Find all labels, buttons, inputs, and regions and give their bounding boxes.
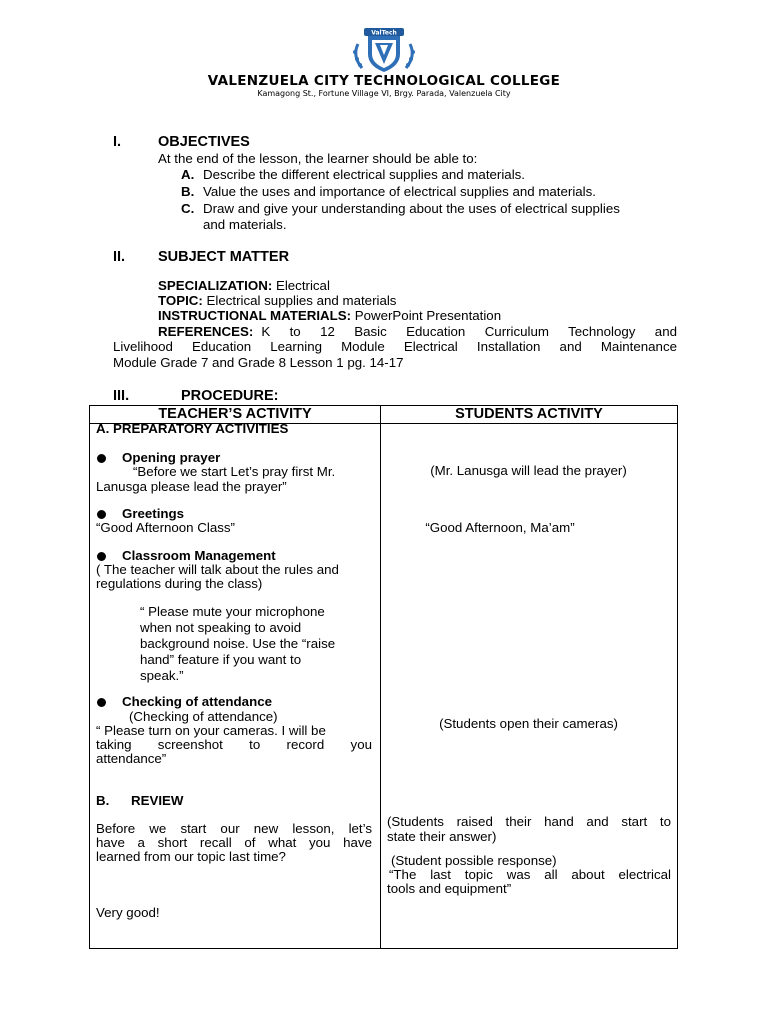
objective-text: Draw and give your understanding about the uses of electrical supplies	[203, 201, 620, 216]
materials-value: PowerPoint Presentation	[351, 308, 502, 323]
review-text: have a short recall of what you have	[96, 835, 372, 850]
bullet-icon	[97, 454, 106, 463]
very-good-text: Very good!	[96, 905, 160, 920]
teacher-activity-cell	[90, 424, 381, 949]
bullet-icon	[97, 510, 106, 519]
attendance-text: attendance”	[96, 751, 167, 766]
mute-instruction: “ Please mute your microphone	[140, 604, 325, 619]
attendance-title: Checking of attendance	[122, 694, 272, 709]
mute-instruction: speak.”	[140, 668, 184, 683]
students-activity-header: STUDENTS ACTIVITY	[455, 406, 603, 422]
objective-letter: C.	[181, 201, 195, 216]
school-address: Kamagong St., Fortune Village VI, Brgy. Parada, Valenzuela City	[257, 89, 511, 98]
objectives-number: I.	[113, 134, 122, 150]
specialization-label: SPECIALIZATION:	[158, 278, 273, 293]
references-text: Livelihood Education Learning Module Electrical Installation and Maintenance	[113, 339, 677, 354]
materials-line	[158, 308, 501, 324]
classroom-management-text: regulations during the class)	[96, 576, 263, 591]
subject-title: SUBJECT MATTER	[158, 249, 290, 265]
preparatory-heading: A. PREPARATORY ACTIVITIES	[96, 421, 289, 436]
review-text: learned from our topic last time?	[96, 849, 286, 864]
objective-letter: B.	[181, 184, 195, 199]
attendance-student: (Students open their cameras)	[439, 716, 618, 731]
references-line	[158, 324, 677, 340]
review-text: Before we start our new lesson, let’s	[96, 821, 372, 836]
objective-text-continued: and materials.	[203, 217, 287, 232]
classroom-management-title: Classroom Management	[122, 548, 276, 563]
opening-prayer-text: “Before we start Let’s pray first Mr.	[133, 464, 336, 479]
topic-value: Electrical supplies and materials	[202, 293, 397, 308]
specialization-value: Electrical	[272, 278, 330, 293]
mute-instruction: when not speaking to avoid	[140, 620, 302, 635]
greetings-student: “Good Afternoon, Ma’am”	[425, 520, 575, 535]
attendance-text: “ Please turn on your cameras. I will be	[96, 723, 326, 738]
greetings-text: “Good Afternoon Class”	[96, 520, 235, 535]
college-logo	[346, 26, 422, 74]
objectives-intro: At the end of the lesson, the learner should be able to:	[158, 151, 478, 166]
references-text: K to 12 Basic Education Curriculum Technology and	[261, 324, 677, 339]
mute-instruction: background noise. Use the “raise	[140, 636, 336, 651]
review-student-text: (Students raised their hand and start to	[387, 814, 671, 829]
objectives-title: OBJECTIVES	[158, 134, 250, 150]
review-letter: B.	[96, 793, 110, 808]
school-name: VALENZUELA CITY TECHNOLOGICAL COLLEGE	[207, 73, 561, 89]
response-text: tools and equipment”	[387, 881, 512, 896]
specialization-line	[158, 278, 330, 294]
students-header-cell	[381, 406, 678, 424]
objective-letter: A.	[181, 167, 195, 182]
procedure-title: PROCEDURE:	[181, 388, 279, 404]
attendance-text: taking screenshot to record you	[96, 737, 372, 752]
topic-line	[158, 293, 396, 309]
teacher-activity-header: TEACHER’S ACTIVITY	[158, 406, 312, 422]
procedure-number: III.	[113, 388, 130, 404]
objective-text: Value the uses and importance of electrical supplies and materials.	[203, 184, 596, 199]
topic-label: TOPIC:	[158, 293, 203, 308]
opening-prayer-student: (Mr. Lanusga will lead the prayer)	[430, 463, 627, 478]
materials-label: INSTRUCTIONAL MATERIALS:	[158, 308, 352, 323]
subject-number: II.	[113, 249, 126, 265]
opening-prayer-title: Opening prayer	[122, 450, 221, 465]
review-title: REVIEW	[131, 793, 184, 808]
references-label: REFERENCES:	[158, 324, 254, 339]
attendance-subtitle: (Checking of attendance)	[129, 709, 278, 724]
bullet-icon	[97, 698, 106, 707]
bullet-icon	[97, 552, 106, 561]
svg-text:ValTech: ValTech	[371, 29, 397, 37]
references-text: Module Grade 7 and Grade 8 Lesson 1 pg. 14-17	[113, 355, 404, 370]
objective-text: Describe the different electrical supplies and materials.	[203, 167, 525, 182]
mute-instruction: hand” feature if you want to	[140, 652, 302, 667]
greetings-title: Greetings	[122, 506, 185, 521]
review-student-text: state their answer)	[387, 829, 497, 844]
response-text: “The last topic was all about electrical	[389, 867, 671, 882]
opening-prayer-text: Lanusga please lead the prayer”	[96, 479, 287, 494]
classroom-management-text: ( The teacher will talk about the rules and	[96, 562, 339, 577]
response-label: (Student possible response)	[391, 853, 557, 868]
